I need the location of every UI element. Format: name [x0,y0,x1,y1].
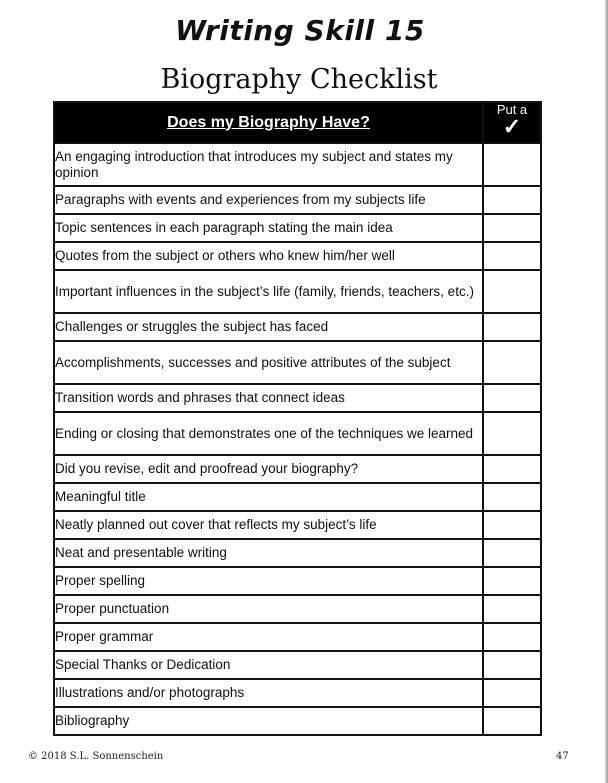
check-box-cell[interactable] [483,623,541,651]
checklist-item: Quotes from the subject or others who knew him/her well [54,242,483,270]
check-box-cell[interactable] [483,270,541,313]
checklist-item: Ending or closing that demonstrates one of the techniques we learned [54,412,483,455]
table-row [54,539,541,567]
checklist-item: Proper grammar [54,623,483,651]
check-box-cell[interactable] [483,651,541,679]
checklist-item: Paragraphs with events and experiences from my subjects life [54,186,483,214]
table-row [54,595,541,623]
checklist-item: Neat and presentable writing [54,539,483,567]
checklist-item: Proper spelling [54,567,483,595]
checklist-item: Bibliography [54,707,483,735]
checklist-item: Important influences in the subject’s life (family, friends, teachers, etc.) [54,270,483,313]
check-box-cell[interactable] [483,595,541,623]
check-box-cell[interactable] [483,143,541,186]
check-box-cell[interactable] [483,412,541,455]
checklist-item: Challenges or struggles the subject has faced [54,313,483,341]
table-row [54,270,541,313]
table-row [54,567,541,595]
checklist-item: Illustrations and/or photographs [54,679,483,707]
put-label: Put a [496,102,528,117]
check-box-cell[interactable] [483,384,541,412]
check-box-cell[interactable] [483,483,541,511]
table-row [54,511,541,539]
page-number: 47 [556,751,569,762]
table-row [54,313,541,341]
checklist-item: Proper punctuation [54,595,483,623]
table-row [54,707,541,735]
check-box-cell[interactable] [483,707,541,735]
check-box-cell[interactable] [483,511,541,539]
table-row [54,623,541,651]
table-row [54,341,541,384]
table-row [54,483,541,511]
table-row [54,186,541,214]
check-box-cell[interactable] [483,214,541,242]
copyright-notice: © 2018 S.L. Sonnenschein [28,751,164,762]
check-box-cell[interactable] [483,186,541,214]
checklist-item: Accomplishments, successes and positive attributes of the subject [54,341,483,384]
table-row [54,242,541,270]
skill-title: Writing Skill 15 [175,14,425,47]
table-row [54,679,541,707]
table-row [54,214,541,242]
check-box-cell[interactable] [483,242,541,270]
check-box-cell[interactable] [483,567,541,595]
table-header-row [54,102,541,143]
checklist-item: Transition words and phrases that connect ideas [54,384,483,412]
table-row [54,455,541,483]
question-header: Does my Biography Have? [54,102,483,143]
put-check-header [483,102,541,143]
table-row [54,143,541,186]
biography-checklist-table [53,101,542,736]
check-box-cell[interactable] [483,455,541,483]
checkmark-icon: ✓ [502,114,522,139]
check-box-cell[interactable] [483,313,541,341]
checklist-item: Meaningful title [54,483,483,511]
page-title: Biography Checklist [160,64,438,95]
checklist-item: Special Thanks or Dedication [54,651,483,679]
check-box-cell[interactable] [483,679,541,707]
check-box-cell[interactable] [483,341,541,384]
checklist-item: Topic sentences in each paragraph stating the main idea [54,214,483,242]
table-row [54,651,541,679]
check-box-cell[interactable] [483,539,541,567]
checklist-item: An engaging introduction that introduces my subject and states my opinion [54,143,483,186]
checklist-item: Neatly planned out cover that reflects my subject’s life [54,511,483,539]
table-row [54,384,541,412]
checklist-item: Did you revise, edit and proofread your biography? [54,455,483,483]
table-row [54,412,541,455]
